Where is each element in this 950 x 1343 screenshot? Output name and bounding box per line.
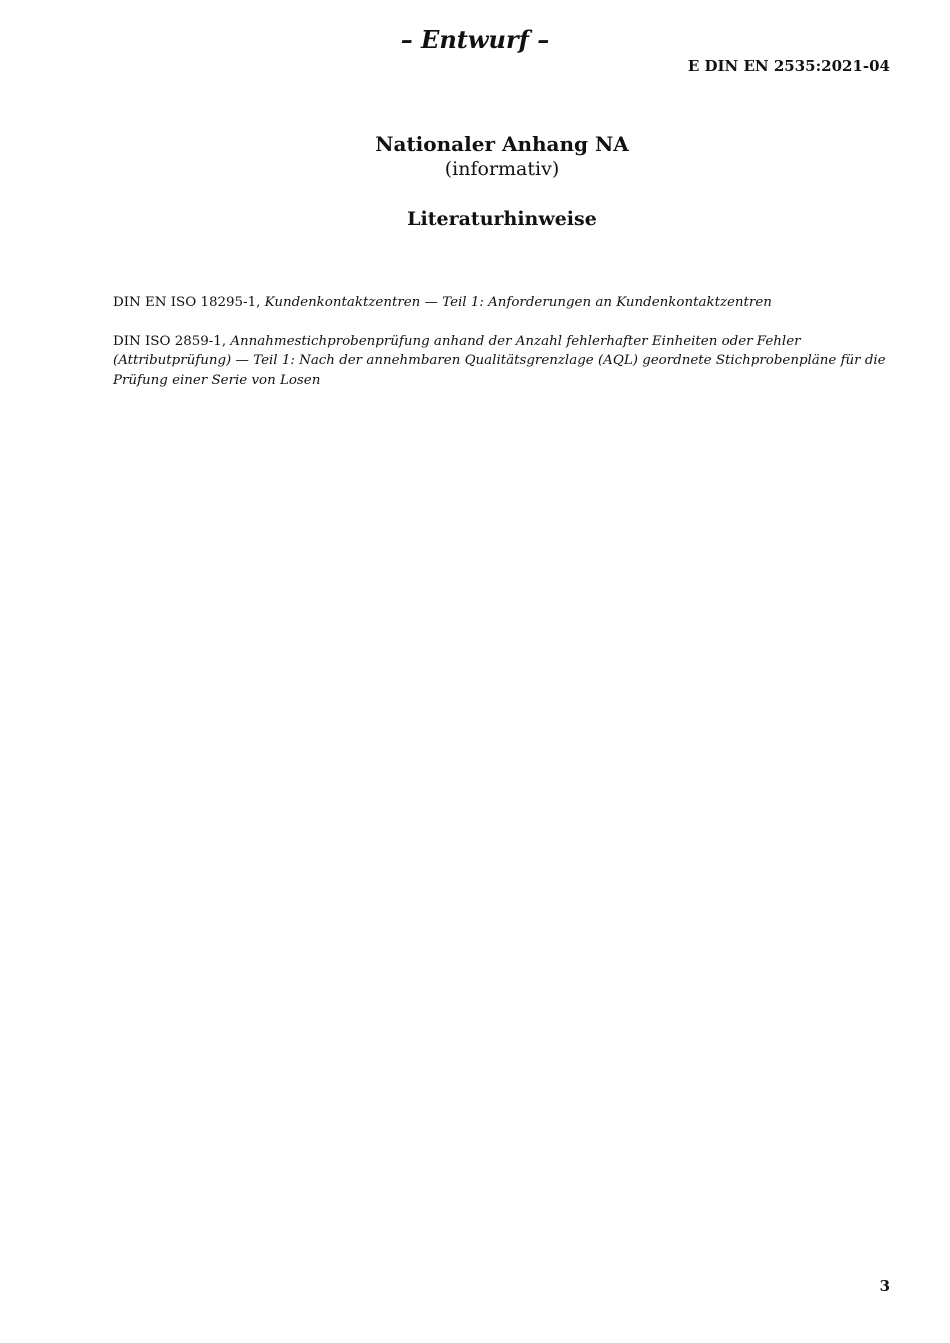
section-title: Literaturhinweise — [407, 208, 597, 230]
bibliography-entry — [113, 293, 889, 313]
page-number: 3 — [879, 1277, 890, 1295]
bibliography-entry — [113, 332, 889, 391]
bibliography-title: Kundenkontaktzentren — Teil 1: Anforderungen an Kundenkontaktzentren — [264, 295, 772, 310]
document-id: E DIN EN 2535:2021-04 — [687, 57, 890, 75]
bibliography-reference: DIN ISO 2859-1, — [113, 333, 227, 349]
annex-title: Nationaler Anhang NA — [375, 132, 629, 156]
bibliography-title: Annahmestichprobenprüfung anhand der Anzahl fehlerhafter Einheiten oder Fehler (Attributprüfung) — Teil 1: Nach der annehmbaren Qualitätsgrenzlage (AQL) geordnete Stichprobenpläne für die Prüfung einer Serie von Losen — [113, 333, 886, 388]
draft-mark: – Entwurf – — [400, 25, 550, 54]
annex-heading — [262, 131, 742, 181]
bibliography-list — [113, 293, 889, 409]
bibliography-reference: DIN EN ISO 18295-1, — [113, 295, 261, 310]
annex-subtitle: (informativ) — [444, 158, 560, 180]
